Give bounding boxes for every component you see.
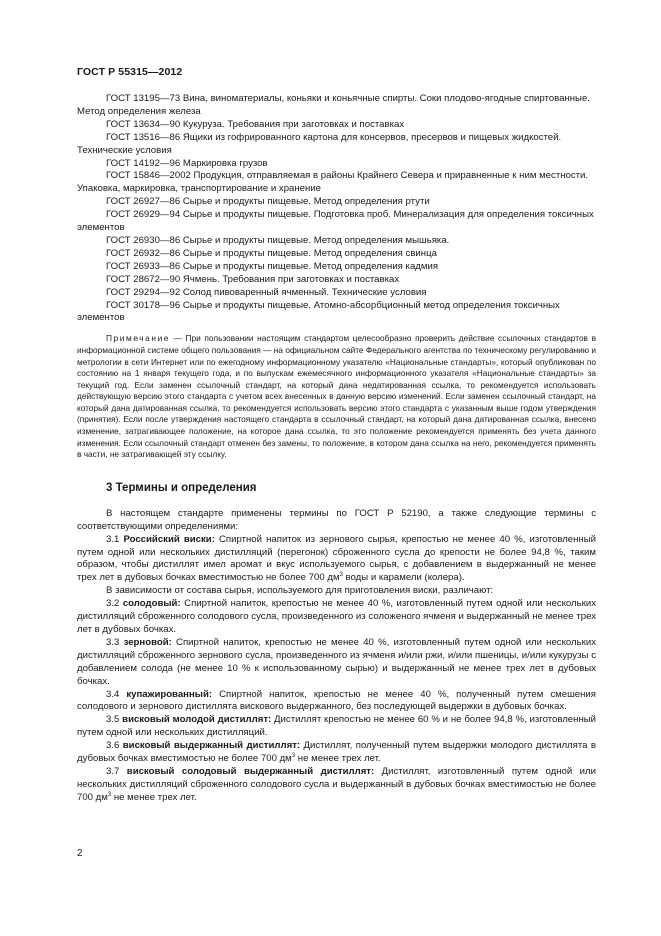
reference-item: ГОСТ 26932—86 Сырье и продукты пищевые. Метод определения свинца bbox=[106, 247, 437, 259]
term-name: зерновой: bbox=[123, 636, 172, 648]
term-number: 3.1 bbox=[106, 533, 124, 545]
term-3-1 bbox=[77, 534, 596, 586]
term-definition-end: не менее трех лет. bbox=[295, 753, 381, 765]
superscript: 3 bbox=[291, 753, 296, 760]
term-definition: Спиртной напиток из зернового сырья, крепостью не менее 40 %, изготовленный путем одной или нескольких дистилляций (перегонок) сброженного сусла до крепости не более 94,8 %, таким образом, чтобы дистиллят имел аромат и вкус используемого сырья, с добавлением в выдержанный не менее трех лет в дубовых бочках вместимостью не более 700 дм bbox=[77, 533, 596, 584]
page-number: 2 bbox=[77, 848, 83, 859]
term-number: 3.5 bbox=[106, 714, 123, 726]
term-3-7 bbox=[77, 766, 596, 805]
reference-item: ГОСТ 26930—86 Сырье и продукты пищевые. Метод определения мышьяка. bbox=[106, 234, 450, 246]
term-definition-end: воды и карамели (колера). bbox=[342, 572, 465, 584]
term-number: 3.6 bbox=[106, 740, 123, 752]
term-definition: Дистиллят, полученный путем выдержки молодого дистиллята в дубовых бочках вместимостью не более 700 дм bbox=[77, 740, 596, 765]
term-definition: Спиртной напиток, крепостью не менее 40 %, изготовленный путем одной или нескольких дистилляций сброженного солодового сусла, произведенного из соложеного ячменя и выдержанный не менее трех лет в дубовых бочках. bbox=[77, 598, 596, 635]
term-definition: Спиртной напиток, крепостью не менее 40 %, полученный путем смешения солодового и зернового дистиллята вискового выдержанного, без последующей выдержки в дубовых бочках. bbox=[77, 688, 596, 713]
reference-item: ГОСТ 13634—90 Кукуруза. Требования при заготовках и поставках bbox=[106, 118, 405, 130]
reference-item: ГОСТ 14192—96 Маркировка грузов bbox=[106, 157, 268, 169]
reference-list bbox=[77, 93, 596, 325]
term-number: 3.3 bbox=[106, 636, 124, 648]
reference-item: ГОСТ 15846—2002 Продукция, отправляемая в районы Крайнего Севера и приравненные к ним местности. Упаковка, маркировка, транспортирование и хранение bbox=[77, 170, 589, 195]
term-name: Российский виски: bbox=[123, 533, 215, 545]
note-text: — При пользовании настоящим стандартом целесообразно проверить действие ссылочных стандартов в информационной системе общего пользования — на официальном сайте Федерального агентства по техническому регулированию и метрологии в сети Интернет или по ежегодному информационному указателю «Национальные стандарты», который опубликован по состоянию на 1 января текущего года, и по выпускам ежемесячного информационного указателя «Национальные стандарты» за текущий год. Если заменен ссылочный стандарт, на который дана недатированная ссылка, то рекомендуется использовать действующую версию этого стандарта с учетом всех внесенных в данную версию изменений. Если заменен ссылочный стандарт, на который дана датированная ссылка, то рекомендуется использовать версию этого стандарта с указанным выше годом утверждения (принятия). Если после утверждения настоящего стандарта в ссылочный стандарт, на который дана датированная ссылка, внесено изменение, затрагивающее положение, на которое дана ссылка, то это положение рекомендуется применять без учета данного изменения. Если ссылочный стандарт отменен без замены, то положение, в котором дана ссылка на него, рекомендуется применять в части, не затрагивающей эту ссылку. bbox=[77, 333, 596, 460]
term-3-5 bbox=[77, 714, 596, 740]
term-3-4 bbox=[77, 689, 596, 715]
reference-item: ГОСТ 13516—86 Ящики из гофрированного картона для консервов, пресервов и пищевых жидкостей. Технические условия bbox=[77, 131, 562, 156]
term-number: 3.2 bbox=[106, 598, 123, 610]
reference-item: ГОСТ 26933—86 Сырье и продукты пищевые. Метод определения кадмия bbox=[106, 260, 439, 272]
term-3-2 bbox=[77, 598, 596, 637]
term-name: висковый выдержанный дистиллят: bbox=[122, 740, 301, 752]
term-number: 3.4 bbox=[106, 688, 127, 700]
term-name: висковый солодовый выдержанный дистиллят: bbox=[126, 765, 375, 777]
term-definition-end: не менее трех лет. bbox=[111, 791, 197, 803]
superscript: 3 bbox=[339, 572, 343, 579]
section-title: 3 Термины и определения bbox=[106, 481, 257, 494]
section-intro: В настоящем стандарте применены термины по ГОСТ Р 52190, а также следующие термины с соответствующими определениями: bbox=[77, 507, 596, 532]
term-3-3 bbox=[77, 637, 596, 689]
term-number: 3.7 bbox=[106, 765, 127, 777]
page-header: ГОСТ Р 55315—2012 bbox=[77, 66, 183, 78]
term-definition: Спиртной напиток, крепостью не менее 40 %, изготовленный путем одной или нескольких дистилляций сброженного зернового сусла, произведенного из ячменя и/или ржи, и/или пшеницы, и/или кукурузы с добавлением солода (не менее 10 % к использованному сырью) и выдержанный не менее трех лет в дубовых бочках. bbox=[77, 636, 596, 687]
term-name: висковый молодой дистиллят: bbox=[122, 714, 272, 726]
reference-item: ГОСТ 26929—94 Сырье и продукты пищевые. Подготовка проб. Минерализация для определения токсичных элементов bbox=[77, 209, 594, 234]
superscript: 3 bbox=[107, 791, 112, 798]
note-label: Примечание bbox=[106, 333, 171, 344]
note-paragraph bbox=[77, 333, 596, 461]
term-3-6 bbox=[77, 740, 596, 766]
term-definition: Дистиллят крепостью не менее 60 % и не более 94,8 %, изготовленный путем одной или нескольких дистилляций. bbox=[77, 714, 596, 739]
reference-item: ГОСТ 28672—90 Ячмень. Требования при заготовках и поставках bbox=[106, 273, 400, 285]
term-name: солодовый: bbox=[122, 598, 181, 610]
dependence-paragraph: В зависимости от состава сырья, используемого для приготовления виски, различают: bbox=[106, 585, 494, 597]
reference-item: ГОСТ 30178—96 Сырье и продукты пищевые. Атомно-абсорбционный метод определения токсичных элементов bbox=[77, 299, 560, 324]
page-content bbox=[77, 93, 596, 805]
term-name: купажированный: bbox=[126, 688, 213, 700]
reference-item: ГОСТ 26927—86 Сырье и продукты пищевые. Метод определения ртути bbox=[106, 196, 430, 208]
term-definition: Дистиллят, изготовленный путем одной или нескольких дистилляций сброженного солодового сусла и выдержанный в дубовых бочках вместимостью не более 700 дм bbox=[77, 765, 596, 803]
reference-item: ГОСТ 13195—73 Вина, виноматериалы, коньяки и коньячные спирты. Соки плодово-ягодные спиртованные. Метод определения железа bbox=[77, 93, 590, 117]
reference-item: ГОСТ 29294—92 Солод пивоваренный ячменный. Технические условия bbox=[106, 286, 427, 298]
